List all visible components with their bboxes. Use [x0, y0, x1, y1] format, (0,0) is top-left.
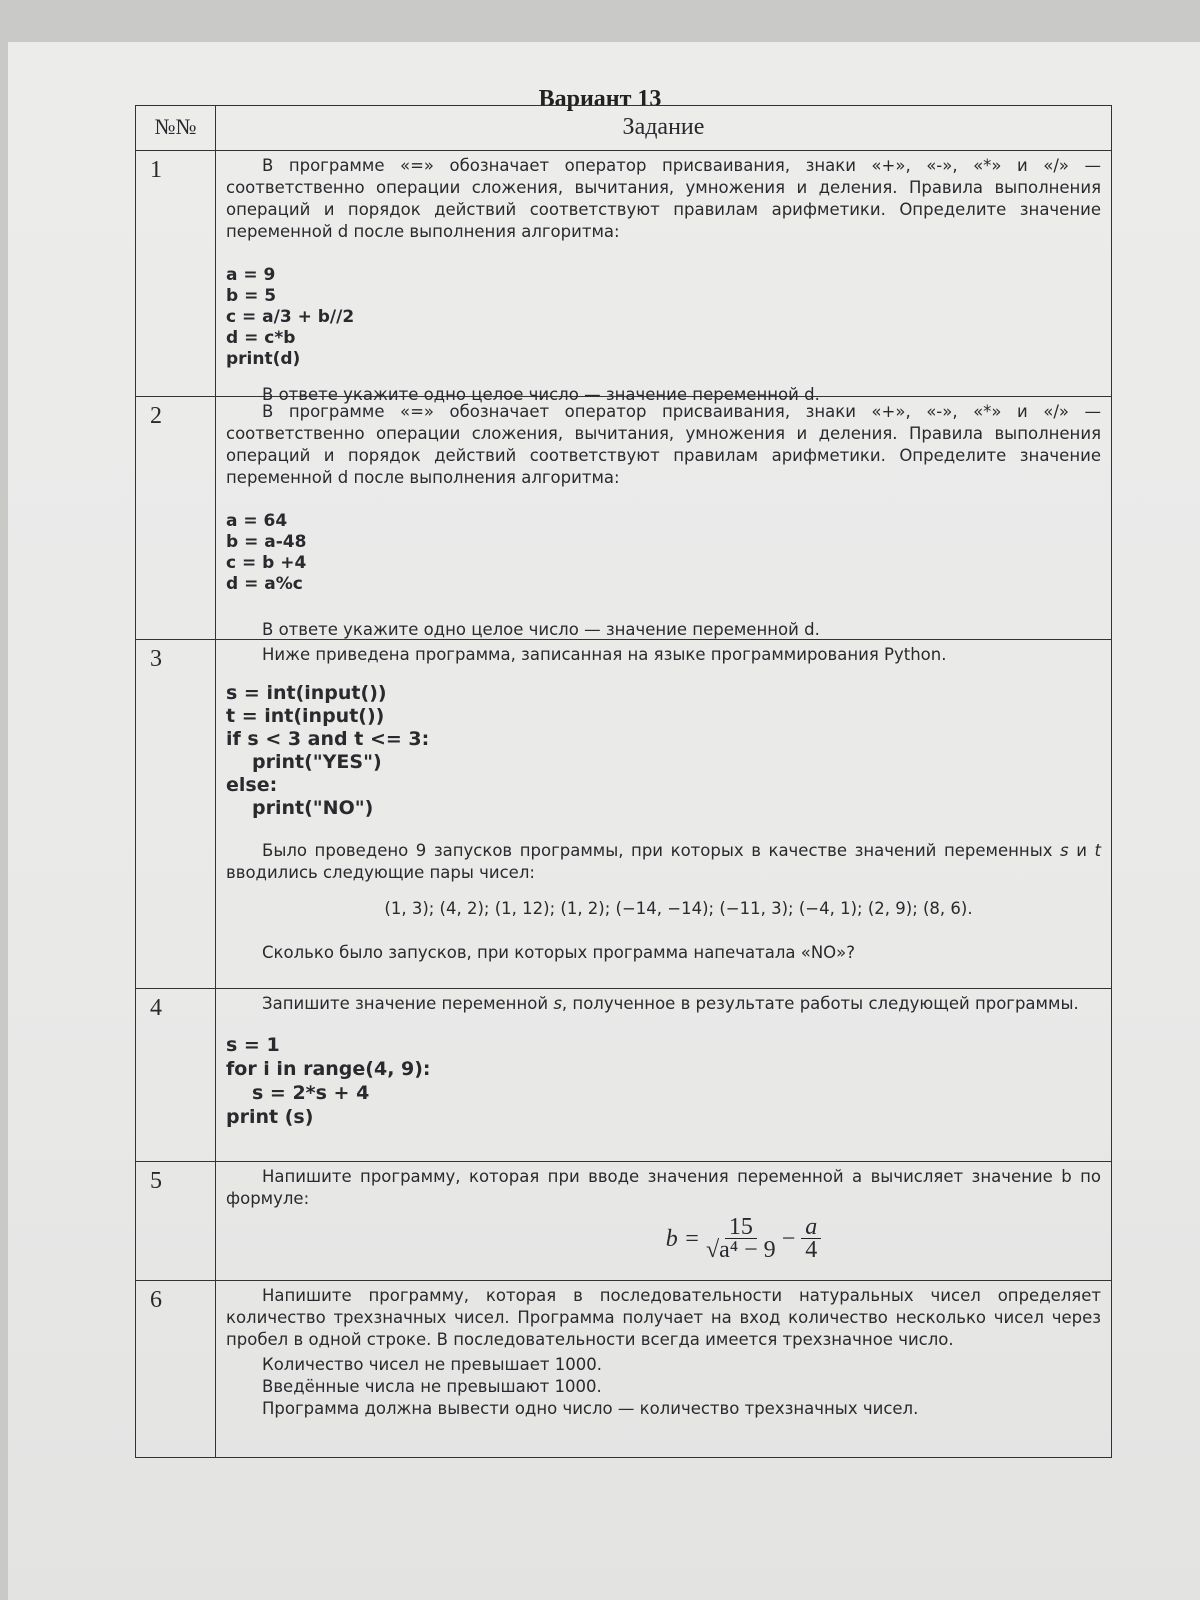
task-text: Запишите значение переменной s, полученное в результате работы следующей программы.: [262, 994, 1079, 1013]
code-block: a = 9 b = 5 c = a/3 + b//2 d = c*b print(d): [226, 265, 355, 369]
task-number: 3: [136, 640, 216, 988]
task-text: В программе «=» обозначает оператор присваивания, знаки «+», «-», «*» и «/» — соответственно операции сложения, вычитания, умножения и деления. Правила выполнения операций и порядок действий соответствуют правилам арифметики. Определите значение переменной d после выполнения алгоритма:: [226, 156, 1101, 241]
constraint: Введённые числа не превышают 1000.: [262, 1377, 602, 1396]
task-text: В программе «=» обозначает оператор присваивания, знаки «+», «-», «*» и «/» — соответственно операции сложения, вычитания, умножения и деления. Правила выполнения операций и порядок действий соответствуют правилам арифметики. Определите значение переменной d после выполнения алгоритма:: [226, 402, 1101, 487]
question: Сколько было запусков, при которых программа напечатала «NO»?: [262, 943, 856, 962]
task-number: 4: [136, 989, 216, 1161]
task-number: 6: [136, 1281, 216, 1457]
header-task: Задание: [622, 114, 705, 140]
input-pairs: (1, 3); (4, 2); (1, 12); (1, 2); (−14, −14); (−11, 3); (−4, 1); (2, 9); (8, 6).: [384, 899, 973, 918]
tasks-table: [135, 105, 1112, 1458]
task-row-2: [136, 396, 1111, 639]
answer-note: В ответе укажите одно целое число — значение переменной d.: [262, 385, 820, 404]
header-num: №№: [136, 106, 216, 150]
task-row-4: [136, 988, 1111, 1161]
task-number: 5: [136, 1162, 216, 1280]
formula: b = $\frac{15}{\text{√a⁴ − 9}}$ − $\frac{a}{4}$: [226, 1216, 1101, 1261]
task-number: 2: [136, 397, 216, 639]
task-number: 1: [136, 151, 216, 396]
task-row-3: [136, 639, 1111, 988]
variant-title: Вариант 13: [538, 86, 662, 112]
code-block: s = int(input()) t = int(input()) if s < 3 and t <= 3: print("YES") else: print("NO"): [226, 682, 430, 819]
task-row-5: [136, 1161, 1111, 1280]
code-block: s = 1 for i in range(4, 9): s = 2*s + 4 print (s): [226, 1034, 431, 1128]
task-row-1: [136, 150, 1111, 404]
code-block: a = 64 b = a-48 c = b +4 d = a%c: [226, 511, 307, 594]
task-text: Ниже приведена программа, записанная на языке программирования Python.: [262, 645, 947, 664]
task-text-2: Было проведено 9 запусков программы, при которых в качестве значений переменных s и t вводились следующие пары чисел:: [226, 841, 1101, 882]
task-text: Напишите программу, которая в последовательности натуральных чисел определяет количество трехзначных чисел. Программа получает на вход количество несколько чисел через пробел в одной строке. В последовательности всегда имеется трехзначное число.: [226, 1286, 1101, 1349]
table-header: [136, 106, 1111, 150]
task-text: Напишите программу, которая при вводе значения переменной a вычисляет значение b по формуле:: [226, 1167, 1101, 1208]
constraint: Количество чисел не превышает 1000.: [262, 1355, 603, 1374]
output-requirement: Программа должна вывести одно число — количество трехзначных чисел.: [262, 1399, 919, 1418]
answer-note: В ответе укажите одно целое число — значение переменной d.: [262, 620, 820, 639]
task-row-6: [136, 1280, 1111, 1457]
